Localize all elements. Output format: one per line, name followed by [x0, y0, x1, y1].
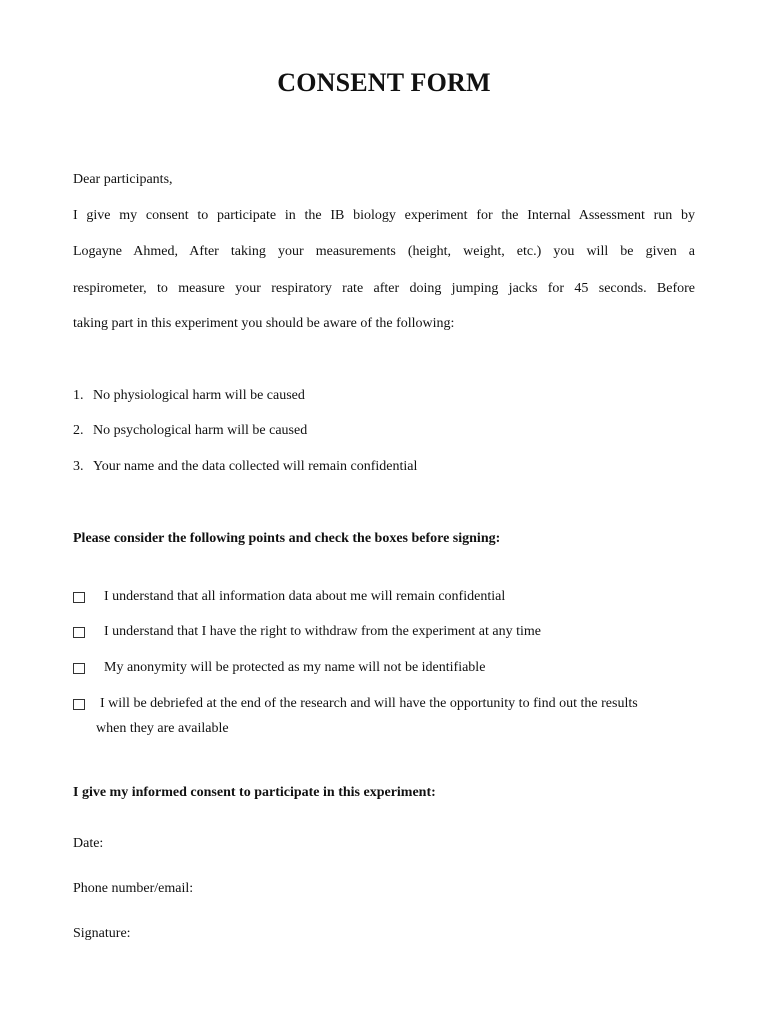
signature-label: Signature: [73, 926, 131, 941]
page-title: CONSENT FORM [277, 68, 491, 97]
withdraw-checkbox[interactable] [73, 627, 85, 638]
checkbox-label: I will be debriefed at the end of the research and will have the opportunity to find out the results [100, 696, 638, 711]
intro-line: respirometer, to measure your respiratory rate after doing jumping jacks for 45 seconds. Before [73, 281, 695, 296]
checkbox-instruction: Please consider the following points and check the boxes before signing: [73, 531, 501, 546]
debrief-checkbox[interactable] [73, 699, 85, 710]
intro-line: I give my consent to participate in the IB biology experiment for the Internal Assessment run by [73, 208, 695, 223]
checkbox-label: I understand that all information data about me will remain confidential [104, 589, 506, 604]
checkbox-label: I understand that I have the right to withdraw from the experiment at any time [104, 624, 541, 639]
intro-line: Logayne Ahmed, After taking your measurements (height, weight, etc.) you will be given a [73, 244, 695, 259]
list-number: 2. [73, 423, 84, 438]
consent-statement: I give my informed consent to participate in this experiment: [73, 785, 436, 800]
list-number: 3. [73, 459, 84, 474]
checkbox-label-continuation: when they are available [96, 721, 229, 736]
intro-line: taking part in this experiment you should be aware of the following: [73, 316, 455, 331]
checkbox-label: My anonymity will be protected as my name will not be identifiable [104, 660, 486, 675]
list-text: Your name and the data collected will remain confidential [93, 459, 418, 474]
salutation: Dear participants, [73, 172, 173, 187]
list-text: No psychological harm will be caused [93, 423, 308, 438]
contact-label: Phone number/email: [73, 881, 194, 896]
list-text: No physiological harm will be caused [93, 388, 305, 403]
list-number: 1. [73, 388, 84, 403]
date-label: Date: [73, 836, 104, 851]
confidentiality-checkbox[interactable] [73, 592, 85, 603]
anonymity-checkbox[interactable] [73, 663, 85, 674]
